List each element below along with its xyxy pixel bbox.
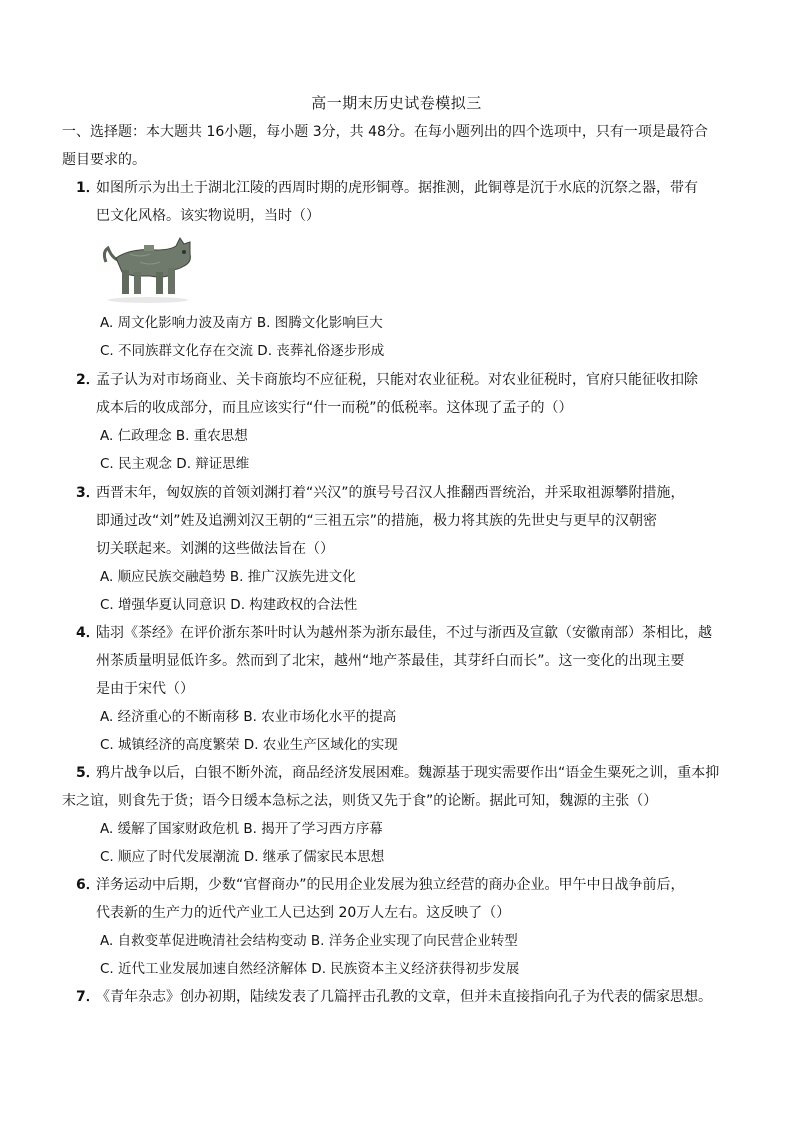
question-5-line-2: 末之谊，则食先于货；语今日缓本急标之法，则货又先于食”的论断。据此可知，魏源的主张（） (62, 793, 658, 809)
question-1-line-2: 巴文化风格。该实物说明，当时（） (96, 208, 320, 224)
question-1-line-1: 如图所示为出土于湖北江陵的西周时期的虎形铜尊。据推测，此铜尊是沉于水底的沉祭之器，带有 (96, 180, 698, 196)
question-6-line-1: 洋务运动中后期，少数“官督商办”的民用企业发展为独立经营的商办企业。甲午中日战争前后， (96, 877, 685, 893)
question-5-option-row-1: A. 缓解了国家财政危机 B. 揭开了学习西方序幕 (100, 821, 383, 837)
section-instructions-line-2: 题目要求的。 (62, 152, 146, 168)
question-3-option-row-2: C. 增强华夏认同意识 D. 构建政权的合法性 (100, 597, 358, 613)
question-4-line-1: 陆羽《茶经》在评价浙东茶叶时认为越州茶为浙东最佳，不过与浙西及宣歙（安徽南部）茶相比，越 (96, 625, 712, 641)
question-2-number: 2． (76, 372, 100, 388)
question-3-line-2: 即通过改“刘”姓及追溯刘汉王朝的“三祖五宗”的措施，极力将其族的先世史与更早的汉朝密 (96, 513, 658, 529)
question-4-option-row-2: C. 城镇经济的高度繁荣 D. 农业生产区域化的实现 (100, 737, 398, 753)
question-7-number: 7． (76, 989, 100, 1005)
page-title: 高一期末历史试卷模拟三 (311, 94, 482, 112)
question-5-option-row-2: C. 顺应了时代发展潮流 D. 继承了儒家民本思想 (100, 849, 385, 865)
question-6-line-2: 代表新的生产力的近代产业工人已达到 20万人左右。这反映了（） (96, 905, 511, 921)
question-2-option-row-1: A. 仁政理念 B. 重农思想 (100, 428, 248, 444)
question-2-line-1: 孟子认为对市场商业、关卡商旅均不应征税，只能对农业征税。对农业征税时，官府只能征收扣除 (96, 372, 698, 388)
question-1-option-row-1: A. 周文化影响力波及南方 B. 图腾文化影响巨大 (100, 315, 383, 331)
question-4-option-row-1: A. 经济重心的不断南移 B. 农业市场化水平的提高 (100, 709, 397, 725)
question-2-line-2: 成本后的收成部分，而且应该实行“什一而税”的低税率。这体现了孟子的（） (96, 400, 573, 416)
question-3-line-1: 西晋末年，匈奴族的首领刘渊打着“兴汉”的旗号号召汉人推翻西晋统治，并采取祖源攀附措施， (96, 485, 685, 501)
question-5-line-1: 鸦片战争以后，白银不断外流，商品经济发展困难。魏源基于现实需要作出“语金生粟死之训，重本抑 (96, 765, 720, 781)
question-5-number: 5． (76, 765, 100, 781)
question-6-number: 6． (76, 877, 100, 893)
question-4-line-2: 州茶质量明显低许多。然而到了北宋，越州“地产茶最佳，其芽纤白而长”。这一变化的出现主要 (96, 653, 685, 669)
question-3-option-row-1: A. 顺应民族交融趋势 B. 推广汉族先进文化 (100, 569, 356, 585)
question-6-option-row-2: C. 近代工业发展加速自然经济解体 D. 民族资本主义经济获得初步发展 (100, 961, 520, 977)
question-3-line-3: 切关联起来。刘渊的这些做法旨在（） (96, 541, 334, 557)
question-1-number: 1． (76, 180, 100, 196)
question-2-option-row-2: C. 民主观念 D. 辩证思维 (100, 456, 250, 472)
question-1-option-row-2: C. 不同族群文化存在交流 D. 丧葬礼俗逐步形成 (100, 343, 385, 359)
question-4-number: 4． (76, 625, 100, 641)
question-6-option-row-1: A. 自救变革促进晚清社会结构变动 B. 洋务企业实现了向民营企业转型 (100, 933, 518, 949)
question-7-line-1: 《青年杂志》创办初期，陆续发表了几篇抨击孔教的文章，但并未直接指向孔子为代表的儒家思想。 (96, 989, 712, 1005)
question-3-number: 3． (76, 485, 100, 501)
question-4-line-3: 是由于宋代（） (96, 681, 194, 697)
bronze-tiger-zun-image (100, 232, 196, 304)
section-instructions-line-1: 一、选择题：本大题共 16小题，每小题 3分，共 48分。在每小题列出的四个选项中，只有一项是最符合 (62, 124, 708, 140)
